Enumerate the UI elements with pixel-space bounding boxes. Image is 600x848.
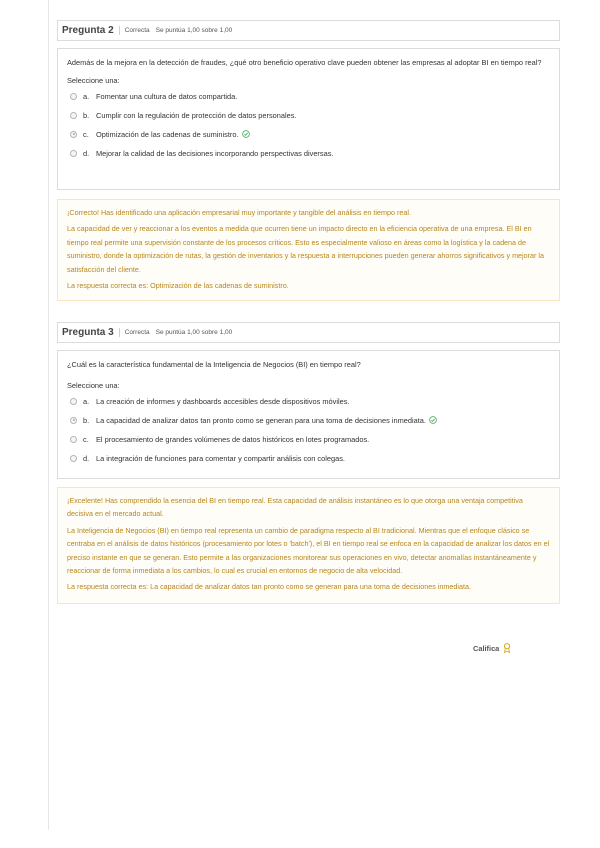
answer-letter: b. [83,110,90,120]
answer-text: La integración de funciones para comentar y compartir análisis con colegas. [96,453,345,463]
ribbon-icon [503,643,511,653]
answer-letter: d. [83,453,90,463]
answer-prompt: Seleccione una: [67,380,120,390]
radio-button[interactable] [70,436,77,443]
question-2-feedback [57,199,560,301]
answer-letter: a. [83,91,90,101]
question-title: Pregunta 3 [62,327,114,338]
answer-option-a[interactable] [67,392,550,411]
answer-letter: d. [83,148,90,158]
answer-text: Mejorar la calidad de las decisiones incorporando perspectivas diversas. [96,148,334,158]
question-state: Correcta [124,329,150,336]
answer-text: La capacidad de analizar datos tan pronto como se generan para una toma de decisiones inmediata. [96,415,426,425]
radio-button-selected[interactable] [70,417,77,424]
answer-text: Fomentar una cultura de datos compartida. [96,91,238,101]
feedback-correct-answer: La respuesta correcta es: Optimización de las cadenas de suministro. [67,281,289,291]
feedback-summary: ¡Excelente! Has comprendido la esencia del BI en tiempo real. Esta capacidad de análisis instantáneo es lo que otorga una ventaja competitiva decisiva en el mercado actual. [67,496,523,519]
radio-button[interactable] [70,398,77,405]
calif-button[interactable] [473,643,511,653]
question-3-feedback [57,487,560,604]
answer-option-c[interactable] [67,125,550,144]
answer-letter: b. [83,415,90,425]
feedback-correct-answer: La respuesta correcta es: La capacidad de analizar datos tan pronto como se generan para una toma de decisiones inmediata. [67,582,471,592]
answer-text: Optimización de las cadenas de suministro. [96,129,239,139]
answer-option-b[interactable] [67,411,550,430]
correct-check-icon [429,416,437,424]
feedback-summary: ¡Correcto! Has identificado una aplicación empresarial muy importante y tangible del análisis en tiempo real. [67,208,411,217]
question-3-body [57,350,560,479]
answer-text: Cumplir con la regulación de protección de datos personales. [96,110,297,120]
answer-letter: a. [83,396,90,406]
answer-letter: c. [83,129,89,139]
correct-check-icon [242,130,250,138]
question-3-header [57,322,560,343]
question-text: Además de la mejora en la detección de fraudes, ¿qué otro beneficio operativo clave pueden obtener las empresas al adoptar BI en tiempo real? [67,58,542,67]
answer-option-d[interactable] [67,144,550,163]
page-left-rule [48,0,49,830]
answer-prompt: Seleccione una: [67,75,120,85]
calif-label: Califica [473,643,500,653]
radio-button[interactable] [70,112,77,119]
question-grade: Se puntúa 1,00 sobre 1,00 [155,27,233,34]
radio-button[interactable] [70,150,77,157]
radio-button-selected[interactable] [70,131,77,138]
question-grade: Se puntúa 1,00 sobre 1,00 [155,329,233,336]
answer-option-a[interactable] [67,87,550,106]
header-divider [119,26,120,35]
answer-letter: c. [83,434,89,444]
radio-button[interactable] [70,93,77,100]
answer-option-c[interactable] [67,430,550,449]
answer-text: El procesamiento de grandes volúmenes de datos históricos en lotes programados. [96,434,370,444]
question-2-body [57,48,560,190]
question-state: Correcta [124,27,150,34]
answer-option-b[interactable] [67,106,550,125]
answer-option-d[interactable] [67,449,550,468]
feedback-explanation: La capacidad de ver y reaccionar a los eventos a medida que ocurren tiene un impacto directo en la eficiencia operativa de una empresa. El BI en tiempo real permite una supervisión constante de los procesos críticos. Esto es especialmente valioso en áreas como la logística y la cadena de suministro, donde la optimización de rutas, la gestión de inventarios y la respuesta a interrupciones pueden generar ahorros significativos y mejorar la satisfacción del cliente. [67,224,545,274]
feedback-explanation: La Inteligencia de Negocios (BI) en tiempo real representa un cambio de paradigma respecto al BI tradicional. Mientras que el enfoque clásico se centraba en el análisis de datos históricos (procesamiento por lotes o 'batch'), el BI en tiempo real se enfoca en la capacidad de analizar los datos en el preciso instante en que se generan. Esto permite a las organizaciones monitorear sus operaciones en vivo, detectar anomalías instantáneamente y reaccionar de forma inmediata a los cambios, lo cual es crucial en entornos de negocio de alta velocidad. [67,525,550,576]
question-2-header [57,20,560,41]
answer-text: La creación de informes y dashboards accesibles desde dispositivos móviles. [96,396,350,406]
header-divider [119,328,120,337]
question-title: Pregunta 2 [62,25,114,36]
question-text: ¿Cuál es la característica fundamental de la Inteligencia de Negocios (BI) en tiempo real? [67,360,361,369]
radio-button[interactable] [70,455,77,462]
